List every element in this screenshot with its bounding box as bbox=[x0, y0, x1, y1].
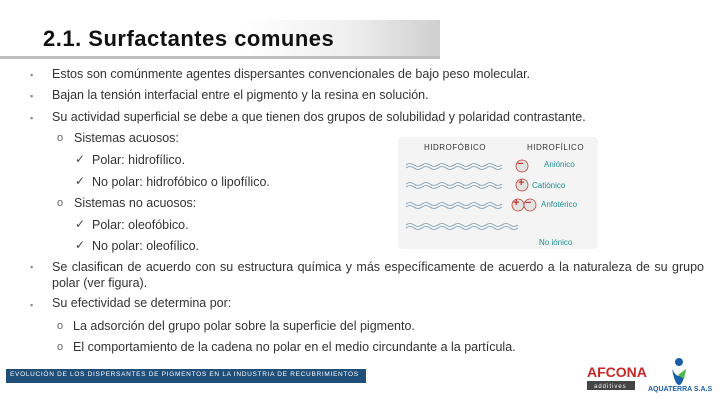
minus-sign-icon: − bbox=[517, 158, 524, 170]
check-item-text: Polar: oleofóbico. bbox=[92, 218, 189, 232]
surfactant-tails-diagram bbox=[398, 137, 598, 249]
circle-bullet-icon: o bbox=[57, 132, 64, 144]
page-title: 2.1. Surfactantes comunes bbox=[43, 26, 335, 51]
check-mark-icon: ✓ bbox=[75, 174, 86, 188]
check-item-text: Polar: hidrofílico. bbox=[92, 153, 186, 167]
aquaterra-logo-text: AQUATERRA S.A.S bbox=[648, 386, 713, 393]
bullet-text: Su actividad superficial se debe a que tienen dos grupos de solubilidad y polaridad contrastante. bbox=[52, 110, 586, 124]
bullet-text: Bajan la tensión interfacial entre el pigmento y la resina en solución. bbox=[52, 88, 429, 102]
sub-bullet-text: Sistemas no acuosos: bbox=[74, 196, 197, 210]
square-bullet-icon: ▪ bbox=[30, 300, 34, 310]
sub-bullet-text: La adsorción del grupo polar sobre la superficie del pigmento. bbox=[73, 319, 415, 333]
footer-banner bbox=[6, 369, 366, 383]
square-bullet-icon: ▪ bbox=[30, 113, 34, 123]
check-item-text: No polar: oleofílico. bbox=[92, 239, 200, 253]
title-banner bbox=[0, 20, 440, 66]
surfactant-types-figure bbox=[398, 137, 598, 249]
afcona-logo-text: AFCONA bbox=[587, 364, 647, 380]
square-bullet-icon: ▪ bbox=[30, 91, 34, 101]
square-bullet-icon: ▪ bbox=[30, 70, 34, 80]
minus-sign-icon: − bbox=[525, 197, 532, 209]
afcona-logo-graphic bbox=[586, 360, 647, 392]
check-item-text: No polar: hidrofóbico o lipofílico. bbox=[92, 175, 270, 189]
square-bullet-icon: ▪ bbox=[30, 262, 34, 272]
bullet-text: Su efectividad se determina por: bbox=[52, 296, 232, 310]
sub-bullet-text: El comportamiento de la cadena no polar en el medio circundante a la partícula. bbox=[73, 340, 516, 354]
check-mark-icon: ✓ bbox=[75, 217, 86, 231]
bullet-text: Se clasifican de acuerdo con su estructura química y más específicamente de acuerdo a la naturaleza de su grupo polar (ver figura). bbox=[52, 260, 704, 290]
type-label-anionic: Aniónico bbox=[544, 160, 575, 169]
type-label-amphoteric: Anfotérico bbox=[541, 200, 578, 209]
circle-bullet-icon: o bbox=[57, 341, 64, 353]
afcona-logo bbox=[586, 360, 647, 392]
plus-sign-icon: + bbox=[513, 197, 520, 209]
check-mark-icon: ✓ bbox=[75, 238, 86, 252]
type-label-nonionic: No iónico bbox=[539, 238, 573, 247]
type-label-cationic: Catiónico bbox=[532, 181, 566, 190]
title-underline bbox=[0, 56, 440, 59]
hydrophilic-label: HIDROFÍLICO bbox=[527, 143, 585, 152]
sub-bullet-text: Sistemas acuosos: bbox=[74, 131, 179, 145]
aquaterra-logo-graphic bbox=[648, 355, 713, 397]
plus-sign-icon: + bbox=[518, 177, 525, 189]
circle-bullet-icon: o bbox=[57, 320, 64, 332]
check-mark-icon: ✓ bbox=[75, 152, 86, 166]
afcona-logo-subtext: additives bbox=[594, 384, 627, 390]
aquaterra-logo bbox=[648, 355, 713, 397]
circle-bullet-icon: o bbox=[57, 197, 64, 209]
bullet-text: Estos son comúnmente agentes dispersantes convencionales de bajo peso molecular. bbox=[52, 67, 531, 81]
hydrophobic-label: HIDROFÓBICO bbox=[424, 143, 486, 152]
footer-text: EVOLUCIÓN DE LOS DISPERSANTES DE PIGMENTOS EN LA INDUSTRIA DE RECUBRIMIENTOS bbox=[10, 371, 359, 378]
